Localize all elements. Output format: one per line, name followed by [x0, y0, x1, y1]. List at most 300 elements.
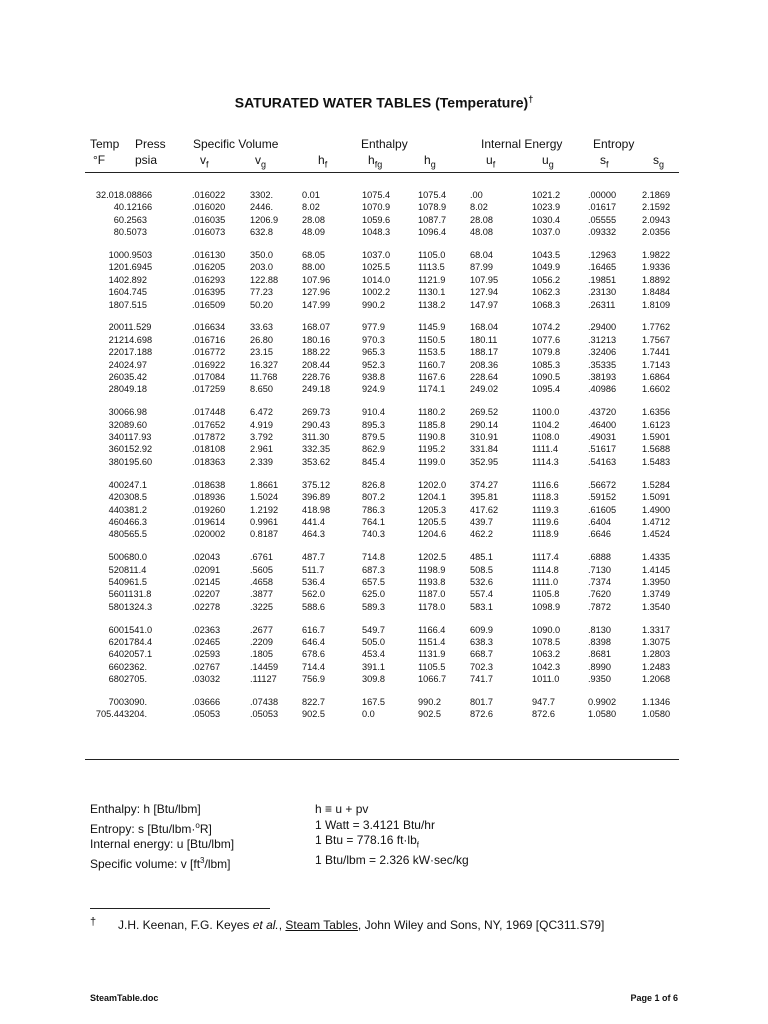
table-cell: 87.99: [470, 262, 493, 273]
table-cell: .02363: [192, 624, 221, 635]
table-cell: 616.7: [302, 624, 325, 635]
table-cell: .16465: [588, 262, 617, 273]
table-cell: 228.76: [302, 372, 331, 383]
table-cell: 247.1: [124, 479, 147, 490]
table-cell: .61605: [588, 504, 617, 515]
table-cell: 895.3: [362, 419, 385, 430]
table-cell: .016020: [192, 202, 226, 213]
table-cell: 822.7: [302, 696, 325, 707]
table-cell: 3302.: [250, 190, 273, 200]
table-cell: 0.9503: [124, 250, 153, 261]
table-cell: .09332: [588, 227, 617, 238]
table-cell: 23.15: [250, 347, 273, 358]
table-cell: 1059.6: [362, 214, 391, 225]
table-cell: .51617: [588, 444, 617, 455]
table-cell: 309.8: [362, 674, 385, 685]
table-cell: 1166.4: [418, 624, 446, 635]
table-cell: 1042.3: [532, 661, 561, 672]
table-row: [80, 491, 690, 503]
table-cell: .03666: [192, 696, 221, 707]
table-cell: .31213: [588, 334, 617, 345]
table-cell: 1.8892: [642, 274, 671, 285]
table-cell: .018108: [192, 444, 226, 455]
table-cell: .8130: [588, 624, 611, 635]
table-row: [80, 576, 690, 588]
table-cell: 1150.5: [418, 334, 446, 345]
table-cell: 396.89: [302, 492, 331, 503]
group-spacer: [80, 311, 690, 321]
table-cell: 1.3317: [642, 624, 671, 635]
table-cell: .019260: [192, 504, 226, 515]
table-cell: 1324.3: [124, 601, 153, 612]
table-cell: .2209: [250, 636, 273, 647]
table-cell: .26311: [588, 299, 616, 310]
header-press-unit: psia: [135, 153, 158, 167]
table-cell: 4.745: [124, 287, 147, 298]
table-bottom-rule: [85, 759, 679, 760]
table-cell: 2446.: [250, 202, 273, 213]
table-cell: .5605: [250, 564, 273, 575]
table-cell: 0.9961: [250, 516, 279, 527]
table-cell: 1178.0: [418, 601, 446, 612]
table-cell: 8.02: [302, 202, 320, 213]
table-cell: 89.60: [124, 419, 147, 430]
table-cell: 1105.8: [532, 589, 560, 600]
table-cell: 1.3075: [642, 636, 671, 647]
table-cell: .05053: [192, 709, 221, 720]
table-cell: 1079.8: [532, 347, 561, 358]
table-cell: 1541.0: [124, 624, 153, 635]
table-cell: .12166: [124, 202, 153, 213]
table-cell: 280: [108, 384, 124, 395]
table-cell: 540: [108, 576, 124, 587]
table-cell: 965.3: [362, 347, 385, 358]
table-cell: 68.04: [470, 250, 493, 261]
table-cell: 1090.5: [532, 372, 561, 383]
table-cell: .29400: [588, 322, 617, 333]
table-cell: 1.7441: [642, 347, 671, 358]
dagger-mark: †: [528, 94, 534, 104]
table-cell: 1187.0: [418, 589, 446, 600]
table-cell: 0.01: [302, 190, 320, 200]
table-cell: 562.0: [302, 589, 325, 600]
table-cell: 1100.0: [532, 407, 560, 418]
table-cell: .016205: [192, 262, 226, 273]
table-cell: .03032: [192, 674, 221, 685]
book-title-link: Steam Tables: [285, 918, 358, 932]
table-row: [80, 601, 690, 613]
table-row: [80, 673, 690, 685]
table-cell: 1.8109: [642, 299, 671, 310]
table-row: [80, 214, 690, 226]
table-cell: 28.08: [302, 214, 325, 225]
table-cell: 2057.1: [124, 649, 153, 660]
table-cell: .54163: [588, 456, 617, 467]
table-cell: 756.9: [302, 674, 325, 685]
footnote-rule: [90, 908, 270, 909]
table-cell: 1.4524: [642, 529, 671, 540]
footer-page-number: Page 1 of 6: [630, 993, 678, 1003]
table-cell: 480: [108, 529, 124, 540]
table-cell: 1049.9: [532, 262, 561, 273]
table-cell: 1.8484: [642, 287, 671, 298]
table-cell: 977.9: [362, 322, 385, 333]
table-cell: .40986: [588, 384, 617, 395]
table-cell: 374.27: [470, 479, 499, 490]
table-cell: .38193: [588, 372, 617, 383]
table-cell: 107.95: [470, 274, 499, 285]
table-cell: 48.09: [302, 227, 325, 238]
table-cell: 549.7: [362, 624, 385, 635]
table-cell: .016716: [192, 334, 226, 345]
table-cell: .7620: [588, 589, 611, 600]
table-cell: 1.5091: [642, 492, 671, 503]
table-cell: 1151.4: [418, 636, 446, 647]
header-ug: $u_g$: [542, 153, 554, 170]
table-cell: 1105.0: [418, 250, 446, 261]
table-cell: 668.7: [470, 649, 493, 660]
table-cell: 1190.8: [418, 432, 446, 443]
table-cell: .6761: [250, 552, 273, 563]
table-cell: 35.42: [124, 372, 147, 383]
table-cell: 1105.5: [418, 661, 446, 672]
footnote: † J.H. Keenan, F.G. Keyes et al., Steam Tables, John Wiley and Sons, NY, 1969 [QC311.S79]: [90, 916, 605, 932]
header-internal-energy: Internal Energy: [481, 137, 563, 151]
table-cell: .016035: [192, 214, 226, 225]
table-cell: 88.00: [302, 262, 325, 273]
table-cell: 6.472: [250, 407, 273, 418]
table-cell: 1131.8: [124, 589, 152, 600]
table-cell: 441.4: [302, 516, 325, 527]
table-cell: 680.0: [124, 552, 147, 563]
table-cell: 208.44: [302, 359, 331, 370]
table-cell: .016772: [192, 347, 226, 358]
table-cell: 195.60: [124, 456, 153, 467]
legend-relation: h ≡ u + pv: [315, 802, 369, 816]
table-cell: .7130: [588, 564, 611, 575]
table-row: [80, 551, 690, 563]
table-cell: 1070.9: [362, 202, 391, 213]
table-cell: 1114.3: [532, 456, 559, 467]
table-cell: .1805: [250, 649, 273, 660]
table-cell: 1078.5: [532, 636, 561, 647]
table-cell: 375.12: [302, 479, 331, 490]
table-cell: 160: [108, 287, 124, 298]
table-cell: 1131.9: [418, 649, 446, 660]
table-cell: 1056.2: [532, 274, 561, 285]
table-cell: 1.7567: [642, 334, 671, 345]
table-cell: 560: [108, 589, 124, 600]
table-cell: 180.16: [302, 334, 331, 345]
table-cell: .2677: [250, 624, 273, 635]
table-cell: .02207: [192, 589, 221, 600]
table-cell: 168.07: [302, 322, 331, 333]
table-cell: 741.7: [470, 674, 493, 685]
table-cell: 1037.0: [532, 227, 561, 238]
table-cell: 580: [108, 601, 124, 612]
table-cell: 910.4: [362, 407, 385, 418]
table-row: [80, 588, 690, 600]
table-cell: 1.6356: [642, 407, 671, 418]
table-cell: .19851: [588, 274, 617, 285]
legend-internal-energy: Internal energy: u [Btu/lbm]: [90, 837, 235, 851]
table-cell: 2.961: [250, 444, 273, 455]
table-row: [80, 261, 690, 273]
table-cell: 1048.3: [362, 227, 391, 238]
table-cell: 1.6123: [642, 419, 671, 430]
table-cell: 640: [108, 649, 124, 660]
table-cell: 826.8: [362, 479, 385, 490]
table-cell: 1.8661: [250, 479, 279, 490]
table-cell: 1098.9: [532, 601, 561, 612]
table-cell: .7374: [588, 576, 611, 587]
table-cell: 786.3: [362, 504, 385, 515]
table-cell: 120: [108, 262, 124, 273]
table-cell: 845.4: [362, 456, 385, 467]
table-cell: 801.7: [470, 696, 493, 707]
table-cell: 11.768: [250, 372, 278, 383]
table-cell: 1204.6: [418, 529, 447, 540]
table-cell: 8.650: [250, 384, 273, 395]
table-cell: 24.97: [124, 359, 147, 370]
table-row: [80, 359, 690, 371]
table-cell: .07438: [250, 696, 279, 707]
table-cell: 311.30: [302, 432, 330, 443]
header-temp-unit: °F: [93, 153, 106, 167]
table-cell: 1174.1: [418, 384, 446, 395]
table-cell: 1.3540: [642, 601, 671, 612]
group-spacer: [80, 396, 690, 406]
table-cell: 203.0: [250, 262, 273, 273]
table-cell: 80: [113, 227, 124, 238]
table-cell: 620: [108, 636, 124, 647]
table-cell: .020002: [192, 529, 226, 540]
table-cell: 8.02: [470, 202, 488, 213]
table-cell: 4.919: [250, 419, 273, 430]
table-cell: 260: [108, 372, 124, 383]
table-cell: 609.9: [470, 624, 493, 635]
table-row: [80, 226, 690, 238]
table-cell: 1.7762: [642, 322, 671, 333]
table-row: [80, 334, 690, 346]
table-cell: 1.6945: [124, 262, 153, 273]
table-cell: 1096.4: [418, 227, 447, 238]
table-cell: 1.0580: [642, 709, 671, 720]
table-cell: 657.5: [362, 576, 385, 587]
table-cell: 811.4: [124, 564, 147, 575]
table-cell: .016509: [192, 299, 226, 310]
table-cell: 127.96: [302, 287, 331, 298]
table-row: [80, 708, 690, 720]
table-cell: .12963: [588, 250, 617, 261]
footer-filename: SteamTable.doc: [90, 993, 159, 1003]
table-cell: 208.36: [470, 359, 499, 370]
table-cell: 638.3: [470, 636, 493, 647]
table-cell: 1160.7: [418, 359, 446, 370]
table-cell: .35335: [588, 359, 617, 370]
table-cell: 1062.3: [532, 287, 561, 298]
table-cell: 1195.2: [418, 444, 446, 455]
table-cell: 1090.0: [532, 624, 561, 635]
table-cell: .016293: [192, 274, 226, 285]
table-cell: 678.6: [302, 649, 325, 660]
table-cell: 1074.2: [532, 322, 561, 333]
table-cell: 1037.0: [362, 250, 391, 261]
table-cell: 100: [108, 250, 124, 261]
table-row: [80, 661, 690, 673]
table-cell: 249.18: [302, 384, 331, 395]
table-cell: 1.2483: [642, 661, 671, 672]
table-cell: 32.018: [95, 190, 124, 200]
table-cell: .7872: [588, 601, 611, 612]
table-cell: 418.98: [302, 504, 331, 515]
table-cell: 2705.: [124, 674, 147, 685]
table-cell: 11.529: [124, 322, 152, 333]
table-cell: 107.96: [302, 274, 331, 285]
table-cell: 1.3950: [642, 576, 671, 587]
table-cell: 122.88: [250, 274, 279, 285]
table-cell: 1.2068: [642, 674, 671, 685]
table-row: [80, 274, 690, 286]
table-cell: 1.0580: [588, 709, 617, 720]
header-sg: $s_g$: [653, 153, 665, 170]
table-cell: 872.6: [532, 709, 555, 720]
table-cell: 140: [108, 274, 124, 285]
table-cell: .32406: [588, 347, 617, 358]
table-cell: 3.792: [250, 432, 273, 443]
table-cell: 240: [108, 359, 124, 370]
table-cell: .02091: [192, 564, 221, 575]
table-cell: 1130.1: [418, 287, 446, 298]
table-cell: 200: [108, 322, 124, 333]
table-cell: 147.99: [302, 299, 331, 310]
table-row: [80, 371, 690, 383]
table-cell: .016130: [192, 250, 226, 261]
legend-definitions: [90, 802, 234, 872]
table-row: [80, 431, 690, 443]
table-cell: .02767: [192, 661, 221, 672]
table-cell: 40: [113, 202, 124, 213]
table-cell: 0.9902: [588, 696, 617, 707]
table-cell: 511.7: [302, 564, 325, 575]
table-cell: 2.0943: [642, 214, 671, 225]
table-cell: 680: [108, 674, 124, 685]
table-cell: .43720: [588, 407, 617, 418]
table-cell: 714.8: [362, 552, 385, 563]
table-cell: .017259: [192, 384, 226, 395]
table-cell: 1.5024: [250, 492, 279, 503]
table-row: [80, 624, 690, 636]
table-cell: 1138.2: [418, 299, 446, 310]
table-cell: 188.22: [302, 347, 331, 358]
table-cell: .00000: [588, 190, 617, 200]
table-cell: 77.23: [250, 287, 273, 298]
table-cell: 1204.1: [418, 492, 447, 503]
table-cell: 1.9822: [642, 250, 671, 261]
table-cell: 28.08: [470, 214, 493, 225]
legend-btu: 1 Btu = 778.16 $ft\cdot lb_f$: [315, 833, 419, 850]
table-cell: 1198.9: [418, 564, 446, 575]
table-cell: 1.5688: [642, 444, 671, 455]
table-cell: .56672: [588, 479, 617, 490]
table-cell: 310.91: [470, 432, 499, 443]
table-cell: 505.0: [362, 636, 385, 647]
table-cell: 1202.5: [418, 552, 447, 563]
table-cell: 970.3: [362, 334, 385, 345]
table-cell: 520: [108, 564, 124, 575]
table-row: [80, 406, 690, 418]
table-cell: .23130: [588, 287, 617, 298]
table-cell: 705.44: [95, 709, 124, 720]
table-cell: 1030.4: [532, 214, 561, 225]
table-cell: 1202.0: [418, 479, 447, 490]
table-cell: 269.52: [470, 407, 499, 418]
table-cell: .6646: [588, 529, 611, 540]
table-cell: 320: [108, 419, 124, 430]
table-cell: .018936: [192, 492, 226, 503]
table-cell: 360: [108, 444, 124, 455]
table-cell: 381.2: [124, 504, 147, 515]
table-row: [80, 299, 690, 311]
table-row: [80, 443, 690, 455]
table-cell: 152.92: [124, 444, 153, 455]
table-cell: 1078.9: [418, 202, 447, 213]
legend-enthalpy: Enthalpy: h [Btu/lbm]: [90, 802, 201, 816]
table-cell: 1095.4: [532, 384, 561, 395]
table-cell: 1.1346: [642, 696, 671, 707]
table-cell: 565.5: [124, 529, 147, 540]
table-cell: .8398: [588, 636, 611, 647]
table-cell: .018638: [192, 479, 226, 490]
table-cell: 2.339: [250, 456, 273, 467]
table-cell: 1085.3: [532, 359, 561, 370]
table-row: [80, 504, 690, 516]
table-cell: 1167.6: [418, 372, 446, 383]
table-cell: 1.2192: [250, 504, 279, 515]
table-cell: 464.3: [302, 529, 325, 540]
table-cell: 990.2: [418, 696, 441, 707]
header-vg: $v_g$: [255, 153, 267, 170]
table-cell: 180: [108, 299, 124, 310]
table-cell: .00: [470, 190, 483, 200]
table-cell: 600: [108, 624, 124, 635]
table-row: [80, 516, 690, 528]
table-cell: 702.3: [470, 661, 493, 672]
table-cell: 1119.6: [532, 516, 559, 527]
table-cell: 807.2: [362, 492, 385, 503]
table-cell: .02043: [192, 552, 221, 563]
table-cell: 440: [108, 504, 124, 515]
table-cell: 947.7: [532, 696, 555, 707]
table-cell: .016922: [192, 359, 226, 370]
table-cell: 1063.2: [532, 649, 561, 660]
table-cell: 1784.4: [124, 636, 153, 647]
table-cell: 1185.8: [418, 419, 446, 430]
table-cell: 212: [108, 334, 124, 345]
header-specific-volume: Specific Volume: [193, 137, 279, 151]
table-cell: 147.97: [470, 299, 499, 310]
table-cell: 1014.0: [362, 274, 391, 285]
table-cell: 353.62: [302, 456, 331, 467]
table-cell: .8681: [588, 649, 611, 660]
table-cell: 1077.6: [532, 334, 561, 345]
table-cell: .46400: [588, 419, 617, 430]
table-cell: 2.1869: [642, 190, 671, 200]
table-row: [80, 648, 690, 660]
table-cell: 439.7: [470, 516, 493, 527]
table-cell: 632.8: [250, 227, 273, 238]
table-cell: 33.63: [250, 322, 273, 333]
